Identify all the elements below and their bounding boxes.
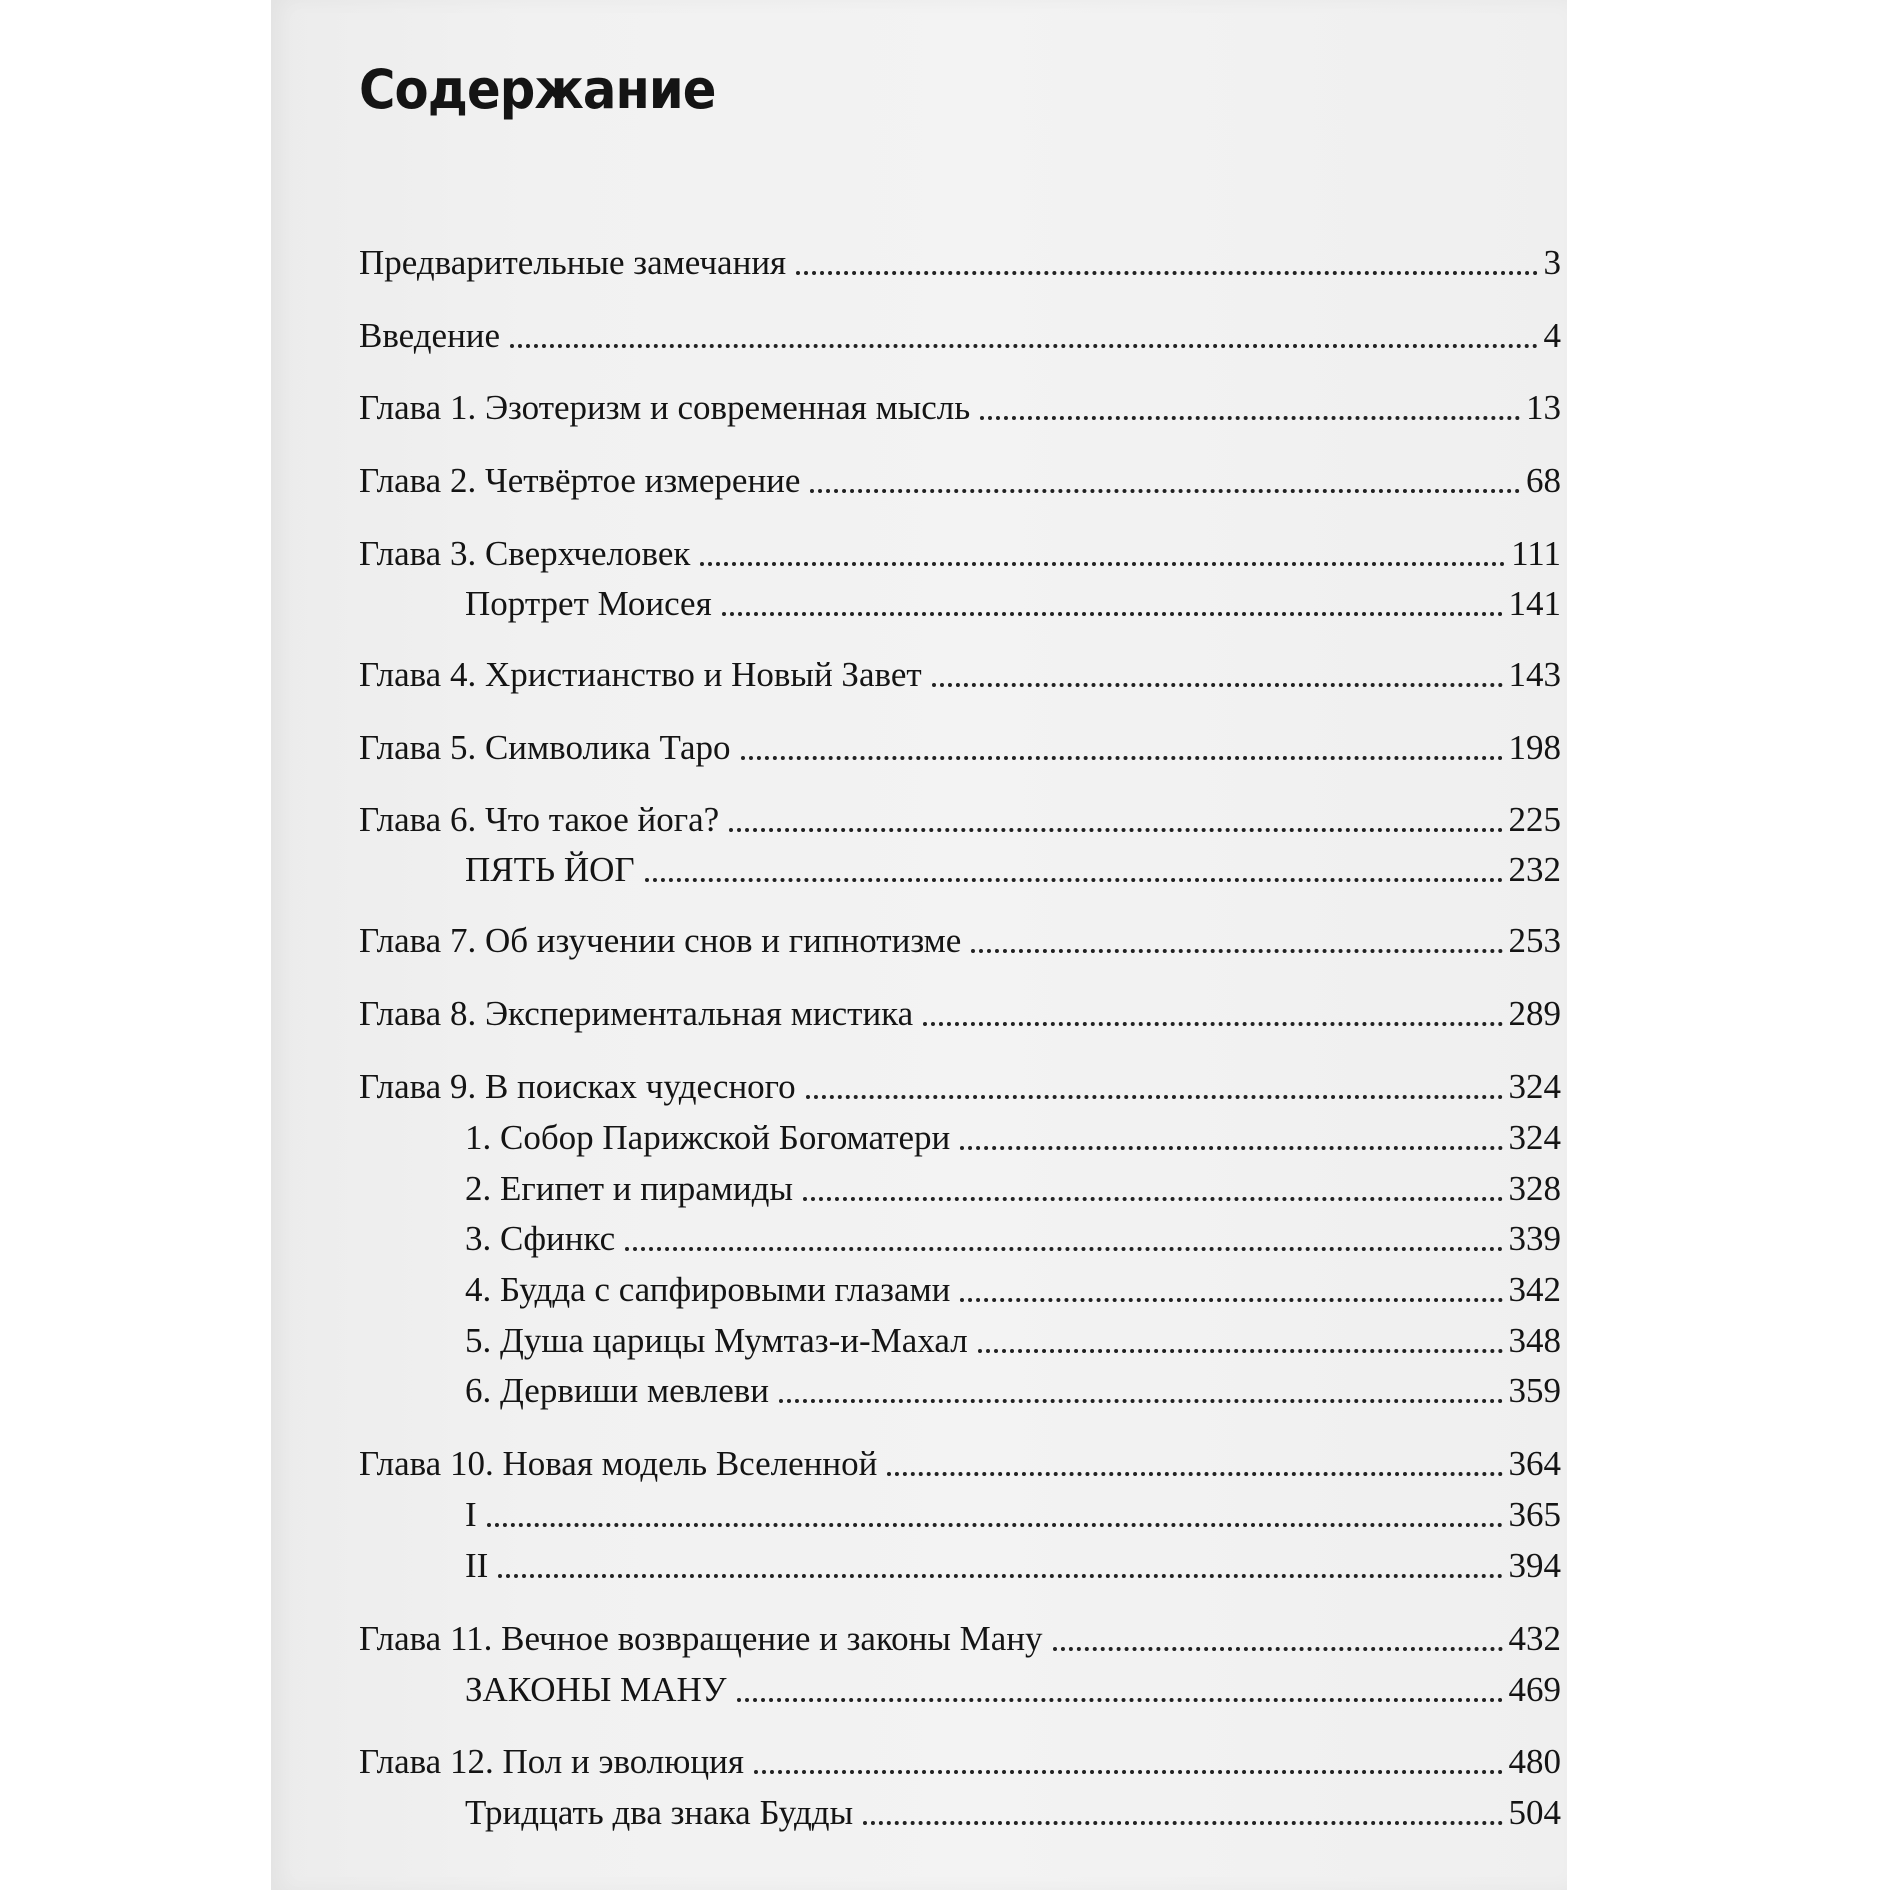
toc-entry [359,1064,1561,1110]
toc-entry-title: Глава 5. Символика Таро [359,728,731,767]
toc-subentry [359,1166,1561,1212]
toc-entry [359,991,1561,1037]
toc-entry-title: Глава 1. Эзотеризм и современная мысль [359,388,971,427]
dot-leader [729,828,1502,832]
dot-leader [796,271,1537,275]
dot-leader [722,612,1503,616]
toc-page-number: 324 [1508,1118,1561,1157]
toc-page-number: 232 [1508,850,1561,889]
toc-page-number: 4 [1543,316,1561,355]
toc-entry-title: 1. Собор Парижской Богоматери [465,1118,951,1157]
toc-entry-title: Глава 6. Что такое йога? [359,800,720,839]
toc-entry [359,458,1561,504]
toc-entry-title: Тридцать два знака Будды [465,1793,854,1832]
dot-leader [498,1574,1502,1578]
toc-subentry [359,1667,1561,1713]
toc-page-number: 253 [1508,921,1561,960]
toc-entry-title: 2. Египет и пирамиды [465,1169,793,1208]
toc-entry-title: Глава 8. Экспериментальная мистика [359,994,914,1033]
dot-leader [960,1146,1502,1150]
toc-entry-title: ПЯТЬ ЙОГ [465,850,635,889]
toc-page-number: 328 [1508,1169,1561,1208]
toc-entry-title: ЗАКОНЫ МАНУ [465,1670,727,1709]
dot-leader [971,949,1502,953]
toc-page-number: 143 [1508,655,1561,694]
toc-entry [359,1739,1561,1785]
dot-leader [887,1472,1502,1476]
dot-leader [980,416,1520,420]
toc-subentry [359,1790,1561,1836]
dot-leader [863,1821,1502,1825]
toc-entry-title: Глава 9. В поисках чудесного [359,1067,796,1106]
toc-page-number: 432 [1508,1619,1561,1658]
dot-leader [960,1298,1502,1302]
toc-page-number: 225 [1508,800,1561,839]
toc-subentry [359,1492,1561,1538]
toc-entry [359,918,1561,964]
toc-entry [359,1441,1561,1487]
toc-page-number: 348 [1508,1321,1561,1360]
toc-entry-title: Глава 4. Христианство и Новый Завет [359,655,922,694]
toc-entry [359,652,1561,698]
toc-entry-title: Глава 3. Сверхчеловек [359,534,691,573]
toc-page-number: 359 [1508,1371,1561,1410]
toc-entry [359,240,1561,286]
dot-leader [978,1349,1503,1353]
dot-leader [645,878,1503,882]
toc-page-number: 324 [1508,1067,1561,1106]
toc-page-number: 469 [1508,1670,1561,1709]
dot-leader [754,1770,1503,1774]
toc-entry-title: Глава 10. Новая модель Вселенной [359,1444,878,1483]
toc-entry-title: 3. Сфинкс [465,1219,616,1258]
toc-entry-title: 5. Душа царицы Мумтаз-и-Махал [465,1321,968,1360]
toc-entry [359,385,1561,431]
book-page [271,0,1567,1890]
dot-leader [487,1523,1503,1527]
toc-page-number: 13 [1526,388,1561,427]
toc-entry [359,797,1561,843]
dot-leader [803,1197,1503,1201]
dot-leader [741,756,1503,760]
toc-page-number: 111 [1511,534,1561,573]
toc-entry-title: I [465,1495,477,1534]
toc-subentry [359,581,1561,627]
toc-entry-title: 6. Дервиши мевлеви [465,1371,770,1410]
toc-page-number: 68 [1526,461,1561,500]
dot-leader [923,1022,1502,1026]
toc-entry-title: Глава 7. Об изучении снов и гипнотизме [359,921,962,960]
dot-leader [625,1247,1502,1251]
toc-entry-title: Глава 12. Пол и эволюция [359,1742,744,1781]
toc-subentry [359,1318,1561,1364]
toc-page-number: 339 [1508,1219,1561,1258]
toc-entry-title: Глава 2. Четвёртое измерение [359,461,801,500]
toc-entry-title: Глава 11. Вечное возвращение и законы Ману [359,1619,1043,1658]
dot-leader [932,683,1503,687]
dot-leader [510,344,1537,348]
toc-page-number: 198 [1508,728,1561,767]
toc-page-number: 141 [1508,584,1561,623]
toc-page-number: 365 [1508,1495,1561,1534]
toc-subentry [359,1216,1561,1262]
toc-entry-title: II [465,1546,489,1585]
toc-entry [359,1616,1561,1662]
toc-entry [359,531,1561,577]
dot-leader [700,562,1505,566]
toc-subentry [359,1368,1561,1414]
dot-leader [779,1399,1502,1403]
dot-leader [810,489,1520,493]
dot-leader [737,1698,1503,1702]
dot-leader [1053,1647,1503,1651]
toc-entry-title: Введение [359,316,501,355]
toc-entry-title: 4. Будда с сапфировыми глазами [465,1270,951,1309]
toc-page-number: 364 [1508,1444,1561,1483]
toc-page-number: 480 [1508,1742,1561,1781]
toc-subentry [359,1115,1561,1161]
toc-page-number: 3 [1543,243,1561,282]
dot-leader [806,1095,1503,1099]
toc-page-number: 394 [1508,1546,1561,1585]
toc-subentry [359,1543,1561,1589]
toc-page-number: 504 [1508,1793,1561,1832]
toc-subentry [359,1267,1561,1313]
toc-entry [359,725,1561,771]
toc-entry-title: Предварительные замечания [359,243,787,282]
page-title: Содержание [359,58,716,121]
toc-entry-title: Портрет Моисея [465,584,712,623]
toc-page-number: 342 [1508,1270,1561,1309]
toc-entry [359,313,1561,359]
toc-subentry [359,847,1561,893]
toc-page-number: 289 [1508,994,1561,1033]
